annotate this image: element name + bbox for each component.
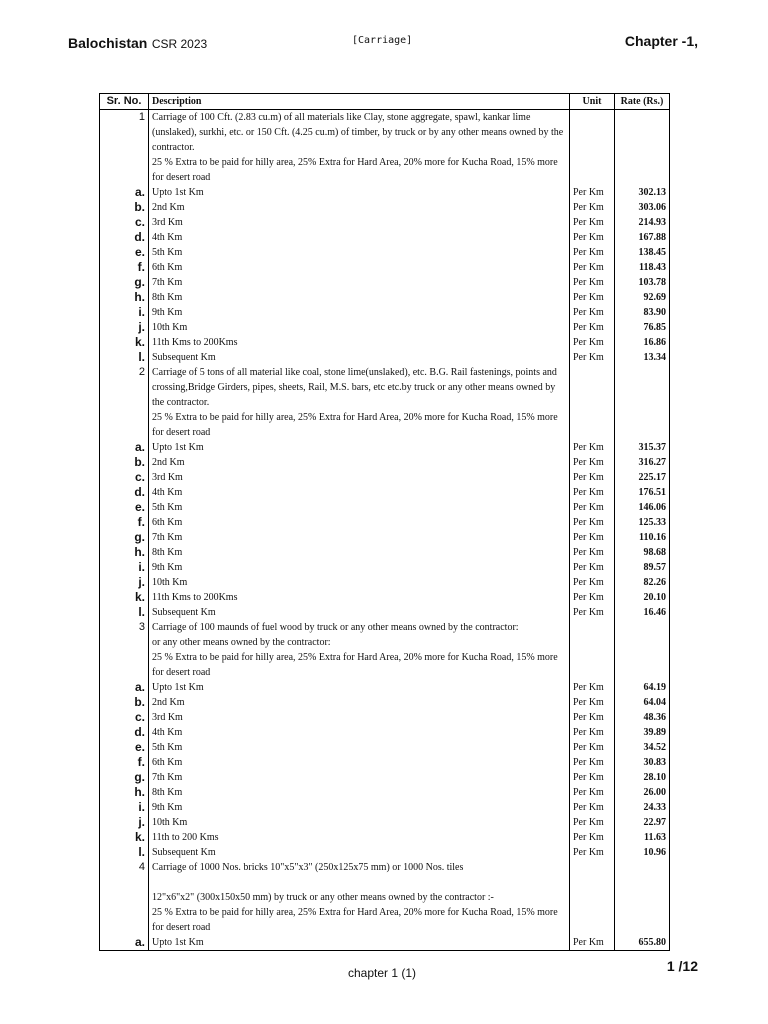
- row-unit: Per Km: [570, 275, 615, 290]
- document-header-title: [68, 35, 207, 53]
- rate-row: [100, 245, 670, 260]
- rate-row: [100, 320, 670, 335]
- row-letter: h.: [100, 290, 149, 305]
- rate-row: [100, 455, 670, 470]
- row-letter: i.: [100, 305, 149, 320]
- row-letter: b.: [100, 200, 149, 215]
- row-letter: a.: [100, 185, 149, 200]
- row-distance: 10th Km: [149, 320, 570, 335]
- unit-cell: [570, 620, 615, 680]
- item-extra-note: 25 % Extra to be paid for hilly area, 25% Extra for Hard Area, 20% more for Kucha Road, 15% more for desert road: [152, 412, 558, 438]
- section-label: [Carriage]: [352, 35, 413, 46]
- row-distance: 3rd Km: [149, 710, 570, 725]
- item-extra-note: 12"x6"x2" (300x150x50 mm) by truck or any other means owned by the contractor :- 25 % Extra to be paid for hilly area, 25% Extra for Hard Area, 20% more for Kucha Road, 15% more for desert road: [152, 892, 558, 933]
- row-rate: 316.27: [615, 455, 670, 470]
- row-unit: Per Km: [570, 770, 615, 785]
- row-unit: Per Km: [570, 350, 615, 365]
- row-rate: 64.04: [615, 695, 670, 710]
- row-letter: i.: [100, 800, 149, 815]
- org-name: Balochistan: [68, 35, 148, 51]
- row-unit: Per Km: [570, 710, 615, 725]
- header-unit: Unit: [570, 94, 615, 110]
- rate-row: [100, 260, 670, 275]
- row-letter: l.: [100, 845, 149, 860]
- row-distance: 5th Km: [149, 500, 570, 515]
- row-letter: k.: [100, 590, 149, 605]
- unit-cell: [570, 860, 615, 935]
- row-unit: Per Km: [570, 575, 615, 590]
- rate-row: [100, 815, 670, 830]
- page-number: 1 /12: [666, 958, 698, 974]
- row-distance: 2nd Km: [149, 455, 570, 470]
- row-letter: g.: [100, 275, 149, 290]
- rate-cell: [615, 860, 670, 935]
- row-rate: 110.16: [615, 530, 670, 545]
- row-rate: 125.33: [615, 515, 670, 530]
- row-distance: 9th Km: [149, 305, 570, 320]
- row-letter: e.: [100, 500, 149, 515]
- row-distance: 4th Km: [149, 725, 570, 740]
- row-letter: d.: [100, 485, 149, 500]
- spacer: [152, 875, 566, 890]
- row-rate: 11.63: [615, 830, 670, 845]
- item-description: [149, 110, 570, 186]
- row-rate: 225.17: [615, 470, 670, 485]
- row-rate: 39.89: [615, 725, 670, 740]
- row-letter: a.: [100, 440, 149, 455]
- row-distance: 5th Km: [149, 740, 570, 755]
- rate-row: [100, 785, 670, 800]
- row-unit: Per Km: [570, 320, 615, 335]
- row-distance: 8th Km: [149, 785, 570, 800]
- unit-cell: [570, 365, 615, 440]
- row-rate: 82.26: [615, 575, 670, 590]
- item-row: [100, 620, 670, 680]
- row-distance: Subsequent Km: [149, 605, 570, 620]
- rate-row: [100, 935, 670, 951]
- row-unit: Per Km: [570, 695, 615, 710]
- row-unit: Per Km: [570, 605, 615, 620]
- rate-row: [100, 545, 670, 560]
- row-unit: Per Km: [570, 845, 615, 860]
- rate-row: [100, 275, 670, 290]
- row-letter: j.: [100, 815, 149, 830]
- rate-row: [100, 560, 670, 575]
- row-distance: 6th Km: [149, 260, 570, 275]
- rate-row: [100, 215, 670, 230]
- row-rate: 118.43: [615, 260, 670, 275]
- rate-row: [100, 530, 670, 545]
- rate-row: [100, 725, 670, 740]
- rate-row: [100, 710, 670, 725]
- row-letter: c.: [100, 470, 149, 485]
- row-unit: Per Km: [570, 500, 615, 515]
- row-unit: Per Km: [570, 680, 615, 695]
- rate-row: [100, 185, 670, 200]
- row-letter: a.: [100, 680, 149, 695]
- row-rate: 16.46: [615, 605, 670, 620]
- row-unit: Per Km: [570, 815, 615, 830]
- rate-row: [100, 350, 670, 365]
- row-unit: Per Km: [570, 470, 615, 485]
- row-unit: Per Km: [570, 200, 615, 215]
- rate-row: [100, 740, 670, 755]
- row-letter: c.: [100, 215, 149, 230]
- row-distance: Upto 1st Km: [149, 680, 570, 695]
- row-distance: 4th Km: [149, 485, 570, 500]
- footer-label: chapter 1 (1): [348, 966, 417, 980]
- row-letter: c.: [100, 710, 149, 725]
- row-unit: Per Km: [570, 305, 615, 320]
- row-distance: 11th Kms to 200Kms: [149, 590, 570, 605]
- row-distance: Upto 1st Km: [149, 440, 570, 455]
- rate-row: [100, 290, 670, 305]
- row-letter: f.: [100, 515, 149, 530]
- row-letter: f.: [100, 755, 149, 770]
- row-distance: 7th Km: [149, 770, 570, 785]
- row-letter: d.: [100, 230, 149, 245]
- row-distance: Subsequent Km: [149, 350, 570, 365]
- row-distance: 10th Km: [149, 815, 570, 830]
- row-unit: Per Km: [570, 440, 615, 455]
- rate-row: [100, 485, 670, 500]
- row-letter: i.: [100, 560, 149, 575]
- row-letter: b.: [100, 455, 149, 470]
- row-distance: 3rd Km: [149, 215, 570, 230]
- row-rate: 76.85: [615, 320, 670, 335]
- row-letter: g.: [100, 530, 149, 545]
- item-row: [100, 110, 670, 186]
- row-unit: Per Km: [570, 215, 615, 230]
- rate-row: [100, 305, 670, 320]
- row-rate: 167.88: [615, 230, 670, 245]
- row-unit: Per Km: [570, 260, 615, 275]
- row-rate: 315.37: [615, 440, 670, 455]
- row-distance: 11th Kms to 200Kms: [149, 335, 570, 350]
- rate-row: [100, 845, 670, 860]
- row-unit: Per Km: [570, 725, 615, 740]
- row-rate: 64.19: [615, 680, 670, 695]
- row-distance: 10th Km: [149, 575, 570, 590]
- row-unit: Per Km: [570, 830, 615, 845]
- row-letter: b.: [100, 695, 149, 710]
- row-rate: 303.06: [615, 200, 670, 215]
- rate-cell: [615, 110, 670, 186]
- row-rate: 176.51: [615, 485, 670, 500]
- row-unit: Per Km: [570, 230, 615, 245]
- row-rate: 24.33: [615, 800, 670, 815]
- row-distance: 5th Km: [149, 245, 570, 260]
- item-extra-note: 25 % Extra to be paid for hilly area, 25% Extra for Hard Area, 20% more for Kucha Road, 15% more for desert road: [152, 157, 558, 183]
- item-row: [100, 365, 670, 440]
- row-letter: j.: [100, 575, 149, 590]
- row-unit: Per Km: [570, 335, 615, 350]
- row-rate: 138.45: [615, 245, 670, 260]
- rate-row: [100, 230, 670, 245]
- rate-row: [100, 590, 670, 605]
- row-unit: Per Km: [570, 245, 615, 260]
- row-letter: k.: [100, 830, 149, 845]
- rate-row: [100, 755, 670, 770]
- rate-row: [100, 500, 670, 515]
- row-rate: 103.78: [615, 275, 670, 290]
- row-distance: Upto 1st Km: [149, 185, 570, 200]
- row-rate: 89.57: [615, 560, 670, 575]
- item-text: Carriage of 1000 Nos. bricks 10"x5"x3" (250x125x75 mm) or 1000 Nos. tiles: [152, 862, 464, 873]
- row-distance: 6th Km: [149, 515, 570, 530]
- row-rate: 48.36: [615, 710, 670, 725]
- item-description: [149, 365, 570, 440]
- row-rate: 302.13: [615, 185, 670, 200]
- row-letter: g.: [100, 770, 149, 785]
- row-rate: 26.00: [615, 785, 670, 800]
- row-letter: e.: [100, 740, 149, 755]
- item-extra-note: 25 % Extra to be paid for hilly area, 25% Extra for Hard Area, 20% more for Kucha Road, 15% more for desert road: [152, 652, 558, 678]
- row-unit: Per Km: [570, 785, 615, 800]
- row-distance: 9th Km: [149, 800, 570, 815]
- unit-cell: [570, 110, 615, 186]
- rate-row: [100, 770, 670, 785]
- row-unit: Per Km: [570, 560, 615, 575]
- row-rate: 13.34: [615, 350, 670, 365]
- row-unit: Per Km: [570, 515, 615, 530]
- row-unit: Per Km: [570, 755, 615, 770]
- rate-row: [100, 440, 670, 455]
- row-distance: 3rd Km: [149, 470, 570, 485]
- row-unit: Per Km: [570, 800, 615, 815]
- item-text: Carriage of 5 tons of all material like coal, stone lime(unslaked), etc. B.G. Rail fastenings, points and crossing,Bridge Girders, pipes, sheets, Rail, M.S. bars, etc etc.by truck or any other means owned by the contractor.: [152, 367, 557, 408]
- row-unit: Per Km: [570, 935, 615, 951]
- item-text: Carriage of 100 maunds of fuel wood by truck or any other means owned by the contractor: or any other means owned by the contractor:: [152, 622, 519, 648]
- rate-row: [100, 575, 670, 590]
- item-row: [100, 860, 670, 935]
- row-unit: Per Km: [570, 185, 615, 200]
- row-rate: 655.80: [615, 935, 670, 951]
- rate-table: [99, 93, 670, 951]
- rate-row: [100, 680, 670, 695]
- table-header-row: [100, 94, 670, 110]
- row-distance: 9th Km: [149, 560, 570, 575]
- row-unit: Per Km: [570, 455, 615, 470]
- row-letter: e.: [100, 245, 149, 260]
- row-unit: Per Km: [570, 740, 615, 755]
- row-distance: 8th Km: [149, 545, 570, 560]
- row-letter: f.: [100, 260, 149, 275]
- row-rate: 34.52: [615, 740, 670, 755]
- row-unit: Per Km: [570, 590, 615, 605]
- row-letter: h.: [100, 545, 149, 560]
- row-unit: Per Km: [570, 545, 615, 560]
- table-body: [100, 110, 670, 951]
- row-letter: k.: [100, 335, 149, 350]
- rate-row: [100, 830, 670, 845]
- rate-row: [100, 335, 670, 350]
- row-distance: 2nd Km: [149, 695, 570, 710]
- row-rate: 98.68: [615, 545, 670, 560]
- row-distance: Upto 1st Km: [149, 935, 570, 951]
- chapter-label: Chapter -1,: [624, 33, 698, 49]
- rate-cell: [615, 620, 670, 680]
- row-rate: 146.06: [615, 500, 670, 515]
- row-rate: 214.93: [615, 215, 670, 230]
- item-number: 1: [100, 110, 149, 186]
- row-rate: 92.69: [615, 290, 670, 305]
- row-letter: a.: [100, 935, 149, 951]
- rate-row: [100, 515, 670, 530]
- rate-row: [100, 695, 670, 710]
- row-unit: Per Km: [570, 530, 615, 545]
- rate-row: [100, 470, 670, 485]
- row-rate: 28.10: [615, 770, 670, 785]
- item-text: Carriage of 100 Cft. (2.83 cu.m) of all materials like Clay, stone aggregate, spawl, kankar lime (unslaked), surkhi, etc. or 150 Cft. (4.25 cu.m) of timber, by truck or by any other means owned by the contractor.: [152, 112, 564, 153]
- edition-label: CSR 2023: [151, 37, 208, 51]
- row-distance: 11th to 200 Kms: [149, 830, 570, 845]
- row-letter: d.: [100, 725, 149, 740]
- item-number: 3: [100, 620, 149, 680]
- row-distance: Subsequent Km: [149, 845, 570, 860]
- row-rate: 83.90: [615, 305, 670, 320]
- row-rate: 22.97: [615, 815, 670, 830]
- rate-row: [100, 800, 670, 815]
- row-letter: h.: [100, 785, 149, 800]
- row-letter: l.: [100, 350, 149, 365]
- row-rate: 10.96: [615, 845, 670, 860]
- item-description: [149, 620, 570, 680]
- row-distance: 2nd Km: [149, 200, 570, 215]
- item-number: 4: [100, 860, 149, 935]
- row-distance: 6th Km: [149, 755, 570, 770]
- rate-row: [100, 605, 670, 620]
- row-rate: 30.83: [615, 755, 670, 770]
- row-letter: j.: [100, 320, 149, 335]
- row-distance: 8th Km: [149, 290, 570, 305]
- header-rate: Rate (Rs.): [615, 94, 670, 110]
- item-number: 2: [100, 365, 149, 440]
- rate-row: [100, 200, 670, 215]
- rate-cell: [615, 365, 670, 440]
- header-sr: Sr. No.: [100, 94, 149, 110]
- row-distance: 7th Km: [149, 275, 570, 290]
- row-distance: 7th Km: [149, 530, 570, 545]
- item-description: [149, 860, 570, 935]
- row-rate: 20.10: [615, 590, 670, 605]
- row-rate: 16.86: [615, 335, 670, 350]
- row-letter: l.: [100, 605, 149, 620]
- row-unit: Per Km: [570, 485, 615, 500]
- row-unit: Per Km: [570, 290, 615, 305]
- header-description: Description: [149, 94, 570, 110]
- row-distance: 4th Km: [149, 230, 570, 245]
